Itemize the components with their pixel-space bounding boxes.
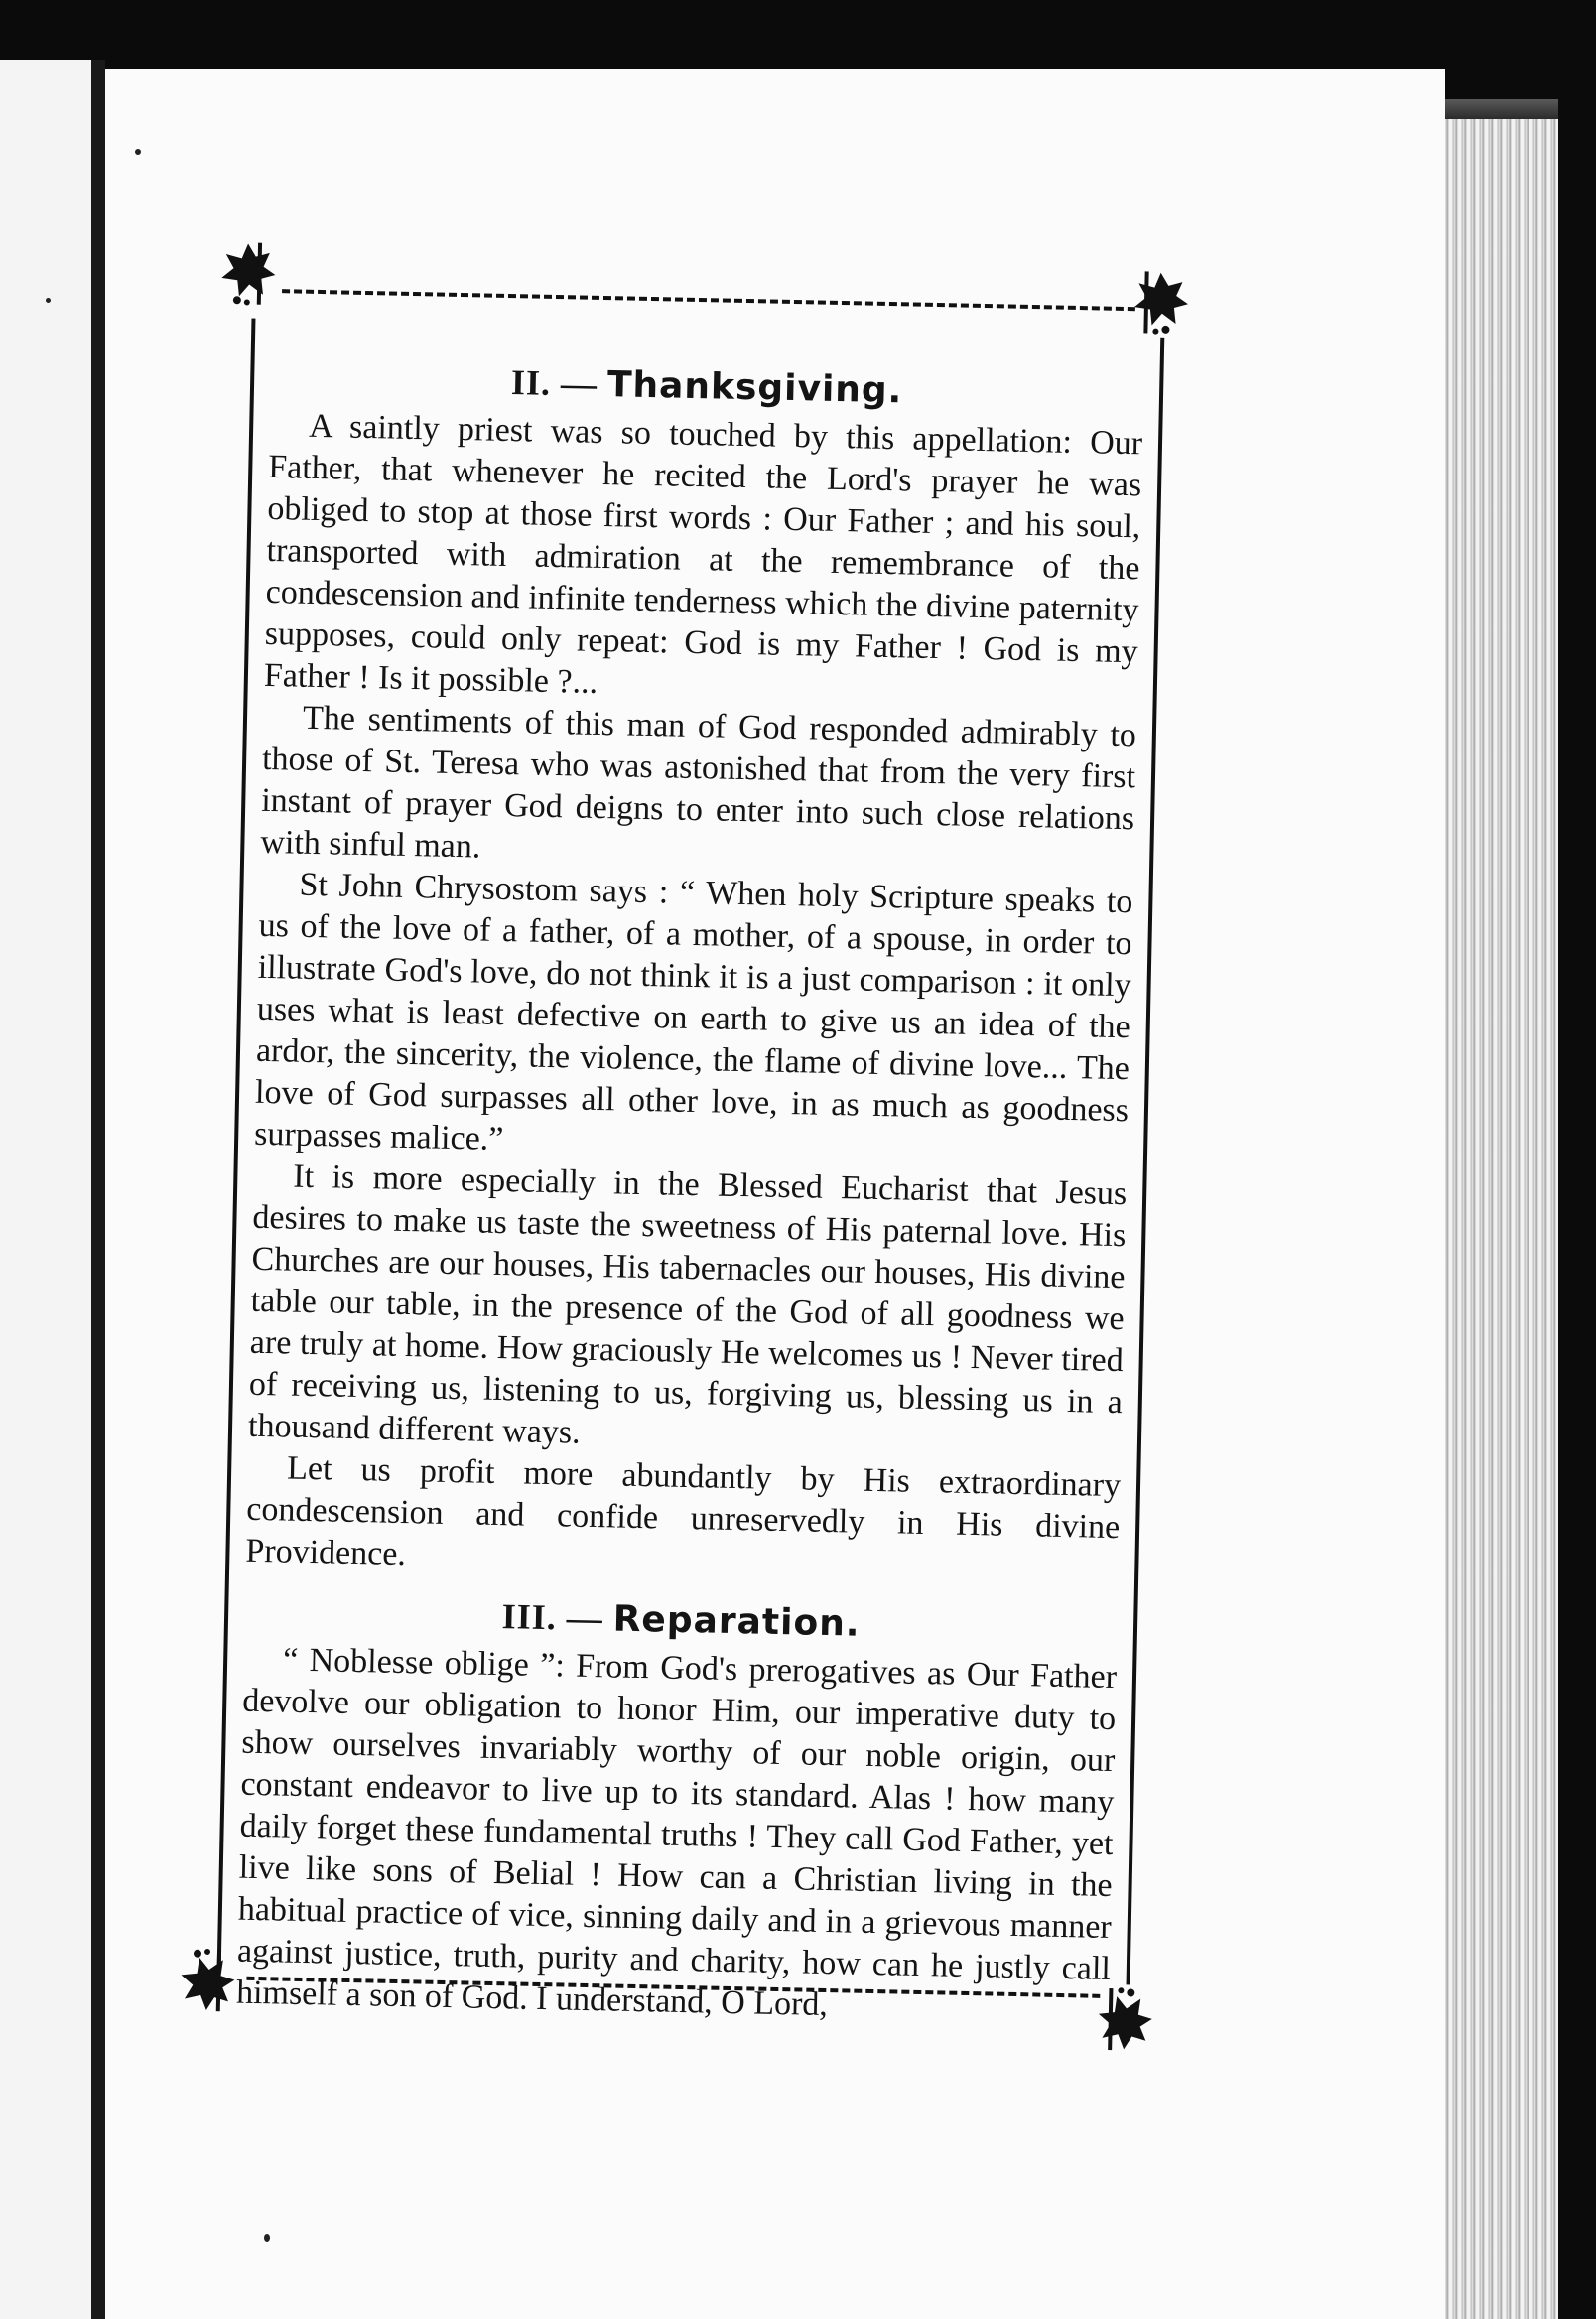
paragraph: A saintly priest was so touched by this appellation: Our Father, that whenever he recited the Lord's prayer he was obliged to stop at those first words : Our Father ; and his soul, transported with admiration at the remembrance of the condescension and infinite tenderness which the divine paternity supposes, could only repeat: God is my Father ! God is my Father ! Is it possible ?... [263, 407, 1143, 701]
facing-page-edge [0, 60, 99, 2319]
section-title: Thanksgiving. [606, 364, 903, 412]
section-number: II. — [510, 362, 598, 404]
paragraph: St John Chrysostom says : “ When holy Scripture speaks to us of the love of a father, of a mother, of a spouse, in order to illustrate God's love, do not think it is a just comparison : it only uses what is least defective on earth to give us an idea of the ardor, the sincerity, the violence, the flame of divine love... The love of God surpasses all other love, in as much as goodness surpasses malice.” [253, 866, 1133, 1159]
book-gutter [91, 60, 105, 2319]
page-text [236, 348, 1144, 2032]
paper-speck [264, 2234, 270, 2242]
decorative-frame [216, 289, 1165, 2024]
paragraph: Let us profit more abundantly by His extraordinary condescension and confide unreservedly in His divine Providence. [245, 1449, 1122, 1573]
background-right [1558, 0, 1596, 2319]
paper-speck [46, 298, 51, 303]
paragraph: “ Noblesse oblige ”: From God's prerogatives as Our Father devolve our obligation to honor Him, our imperative duty to show ourselves invariably worthy of our noble origin, our constant endeavor to live up to its standard. Alas ! how many daily forget these fundamental truths ! They call God Father, yet live like sons of Belial ! How can a Christian living in the habitual practice of vice, sinning daily and in a grievous manner against justice, truth, purity and charity, how can he justly call himself a son of God. I understand, O Lord, [235, 1641, 1118, 2024]
leaf-ornament-bottom-left-icon [177, 1945, 237, 2015]
leaf-ornament-top-right-icon [1130, 267, 1190, 338]
leaf-ornament-top-left-icon [217, 238, 278, 309]
paragraph: It is more especially in the Blessed Eucharist that Jesus desires to make us taste the sweetness of His paternal love. His Churches are our houses, His tabernacles our houses, His divine table our table, in the presence of the God of all goodness we are truly at home. How graciously He welcomes us ! Never tired of receiving us, listening to us, forgiving us, blessing us in a thousand different ways. [247, 1158, 1128, 1451]
paper-speck [135, 149, 141, 155]
paragraph: The sentiments of this man of God responded admirably to those of St. Teresa who was astonished that from the very first instant of prayer God deigns to enter into such close relations with sinful man. [260, 699, 1137, 866]
section-title: Reparation. [612, 1598, 861, 1645]
section-number: III. — [501, 1596, 604, 1639]
